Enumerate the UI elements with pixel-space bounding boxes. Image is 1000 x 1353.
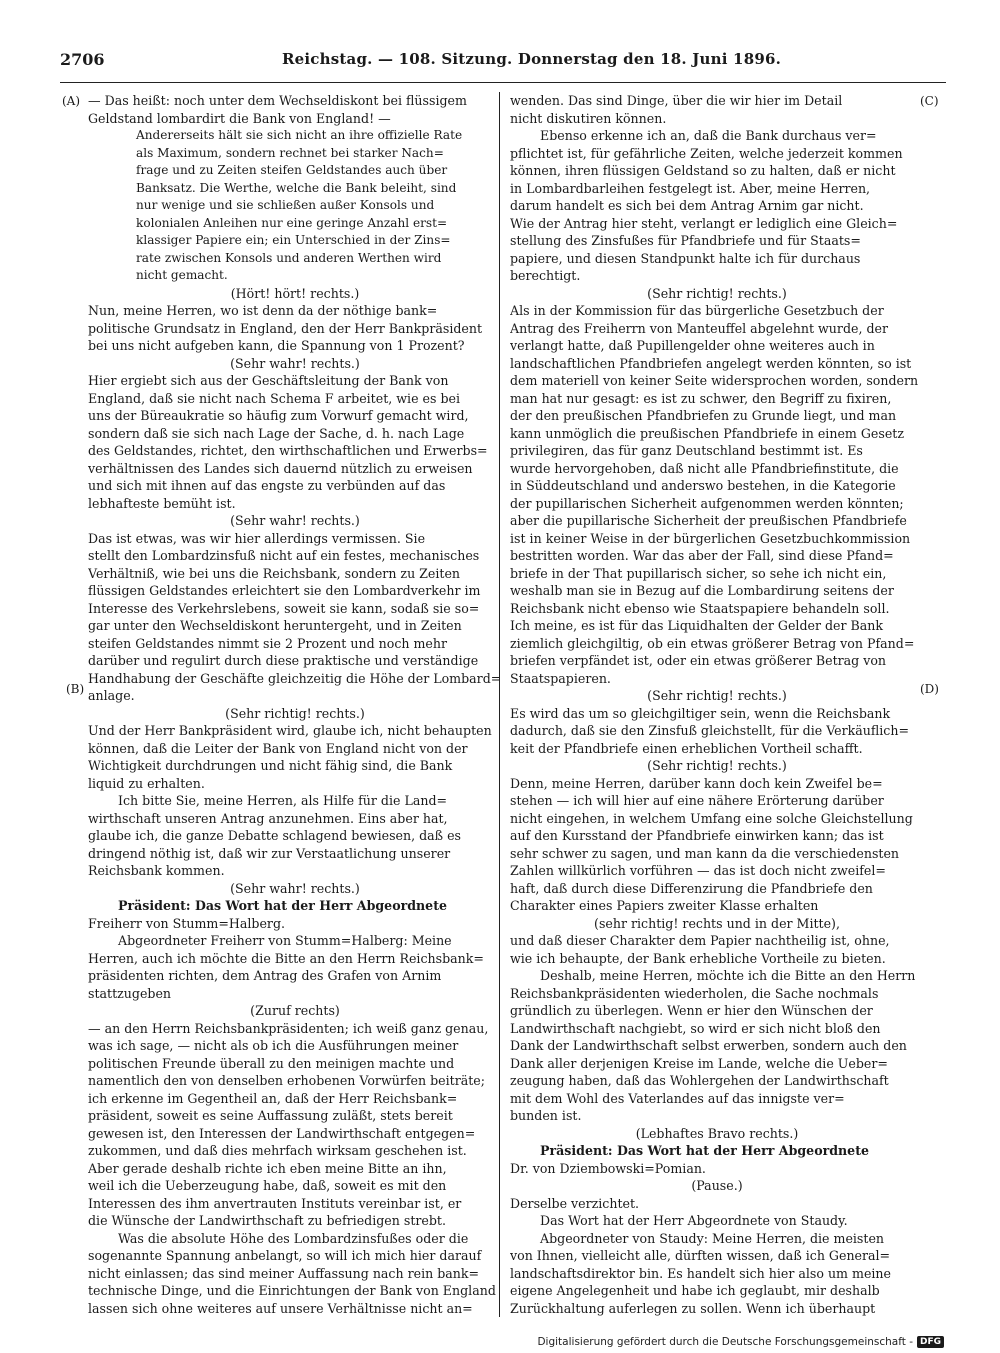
text-line: Antrag des Freiherrn von Manteuffel abgelehnt wurde, der	[510, 320, 888, 336]
text-line: und sich mit ihnen auf das engste zu verbünden auf das	[88, 478, 446, 493]
text-line: anlage.	[88, 688, 135, 703]
text-line: weshalb man sie in Bezug auf die Lombardirung seitens der	[510, 583, 894, 598]
text-line: auf den Kursstand der Pfandbriefe einwirken kann; das ist	[510, 828, 884, 843]
text-line: was ich sage, — nicht als ob ich die Ausführungen meiner	[88, 1038, 459, 1053]
text-line: uns der Büreaukratie so häufig zum Vorwurf gemacht wird,	[88, 408, 469, 423]
text-line: politischen Freunde überall zu den meinigen machte und	[88, 1055, 455, 1071]
text-line: die Wünsche der Landwirthschaft zu befriedigen strebt.	[88, 1213, 446, 1228]
text-line: Freiherr von Stumm=Halberg.	[88, 915, 286, 931]
text-line: mit dem Wohl des Vaterlandes auf das innigste ver=	[510, 1090, 845, 1106]
text-line: (Hört! hört! rechts.)	[230, 285, 360, 301]
text-line: Ich bitte Sie, meine Herren, als Hilfe für die Land=	[118, 793, 448, 808]
text-line: nicht diskutiren können.	[510, 110, 667, 126]
text-line: Banksatz. Die Werthe, welche die Bank beleiht, sind	[136, 180, 457, 195]
text-line: nicht einlassen; das sind meiner Auffassung nach rein bank=	[88, 1265, 480, 1281]
text-line: (Zuruf rechts)	[250, 1003, 340, 1018]
text-line: (Sehr wahr! rechts.)	[230, 513, 360, 528]
text-line: in Süddeutschland und anderswo bestehen, in die Kategorie	[510, 478, 896, 493]
text-line: Verhältniß, wie bei uns die Reichsbank, sondern zu Zeiten	[88, 565, 461, 581]
text-line: Und der Herr Bankpräsident wird, glaube ich, nicht behaupten	[88, 723, 492, 738]
text-line: flüssigen Geldstandes erleichtert sie den Lombardverkehr im	[88, 583, 481, 598]
margin-marker-b: (B)	[66, 682, 85, 696]
text-line: nur wenige und sie schließen außer Konsols und	[136, 198, 435, 212]
text-line: (Sehr richtig! rechts.)	[647, 688, 787, 703]
dfg-logo: DFG	[917, 1336, 944, 1348]
running-head: Reichstag. — 108. Sitzung. Donnerstag den 18. Juni 1896.	[282, 50, 782, 68]
text-line: Reichsbank kommen.	[88, 863, 225, 878]
text-line: Zurückhaltung auferlegen zu sollen. Wenn ich überhaupt	[510, 1300, 876, 1316]
text-line: Interesse des Verkehrslebens, soweit sie kann, sodaß sie so=	[88, 600, 480, 616]
column-divider	[499, 92, 500, 1317]
text-line: stellt den Lombardzinsfuß nicht auf ein festes, mechanisches	[88, 548, 480, 563]
text-line: gründlich zu überlegen. Wenn er hier den Wünschen der	[510, 1003, 873, 1018]
text-line: verhältnissen des Landes sich dauernd nützlich zu erweisen	[88, 460, 473, 476]
text-line: landschaftsdirektor bin. Es handelt sich hier also um meine	[510, 1265, 891, 1281]
page-header	[60, 50, 946, 72]
text-line: man hat nur gesagt: es ist zu schwer, den Begriff zu fixiren,	[510, 390, 892, 406]
text-line: kann unmöglich die preußischen Pfandbriefe in einem Gesetz	[510, 425, 904, 441]
text-line: steifen Geldstandes nimmt sie 2 Prozent und noch mehr	[88, 635, 448, 651]
text-line: können, ihren flüssigen Geldstand so zu halten, daß er nicht	[510, 163, 896, 178]
text-line: Was die absolute Höhe des Lombardzinsfußes oder die	[118, 1230, 469, 1246]
text-line: Aber gerade deshalb richte ich eben meine Bitte an ihn,	[88, 1160, 447, 1176]
text-line: des Geldstandes, richtet, den wirthschaftlichen und Erwerbs=	[88, 443, 488, 458]
text-line: Zahlen willkürlich vorführen — das ist doch nicht zweifel=	[510, 863, 886, 878]
text-line: Dank der Landwirthschaft selbst erwerben, sondern auch den	[510, 1038, 907, 1053]
text-line: Hier ergiebt sich aus der Geschäftsleitung der Bank von	[88, 373, 449, 388]
text-line: frage und zu Zeiten steifen Geldstandes auch über	[136, 163, 448, 177]
text-line: berechtigt.	[510, 268, 581, 283]
text-line: Derselbe verzichtet.	[510, 1195, 640, 1211]
text-line: Das Wort hat der Herr Abgeordnete von Staudy.	[540, 1213, 848, 1228]
text-line: Präsident: Das Wort hat der Herr Abgeordnete	[118, 898, 448, 913]
text-line: (Sehr richtig! rechts.)	[647, 758, 787, 773]
margin-marker-c: (C)	[920, 94, 939, 108]
text-line: Das ist etwas, was wir hier allerdings vermissen. Sie	[88, 530, 426, 546]
text-line: wie ich behaupte, der Bank erhebliche Vortheile zu bieten.	[510, 950, 886, 966]
text-line: briefen verpfändet ist, oder ein etwas größerer Betrag von	[510, 653, 887, 668]
text-line: Wie der Antrag hier steht, verlangt er lediglich eine Gleich=	[510, 215, 898, 231]
text-line: sondern daß sie sich nach Lage der Sache, d. h. nach Lage	[88, 425, 465, 441]
text-line: lassen sich ohne weiteres auf unsere Verhältnisse nicht an=	[88, 1300, 473, 1316]
right-column	[510, 92, 924, 1317]
text-line: wurde hervorgehoben, daß nicht alle Pfandbriefinstitute, die	[510, 460, 899, 476]
text-line: in Lombardbarleihen festgelegt ist. Aber, meine Herren,	[510, 180, 871, 196]
text-line: stellung des Zinsfußes für Pfandbriefe und für Staats=	[510, 233, 861, 248]
text-line: bestritten worden. War das aber der Fall, sind diese Pfand=	[510, 548, 894, 563]
text-line: zukommen, und daß dies mehrfach wirksam geschehen ist.	[88, 1143, 467, 1158]
text-line: — an den Herrn Reichsbankpräsidenten; ich weiß ganz genau,	[88, 1020, 489, 1036]
text-line: können, daß die Leiter der Bank von England nicht von der	[88, 740, 468, 756]
text-line: als Maximum, sondern rechnet bei starker Nach=	[136, 145, 444, 160]
text-line: haft, daß durch diese Differenzirung die Pfandbriefe den	[510, 880, 873, 896]
text-line: liquid zu erhalten.	[88, 775, 205, 791]
text-line: verlangt hatte, daß Pupillengelder ohne weiteres auch in	[510, 338, 875, 353]
text-line: Andererseits hält sie sich nicht an ihre offizielle Rate	[136, 128, 463, 142]
text-line: wenden. Das sind Dinge, über die wir hier im Detail	[510, 93, 843, 108]
text-line: papiere, und diesen Standpunkt halte ich für durchaus	[510, 250, 861, 266]
text-line: Als in der Kommission für das bürgerliche Gesetzbuch der	[510, 303, 884, 318]
text-line: darüber und regulirt durch diese praktische und verständige	[88, 653, 479, 668]
text-line: von Ihnen, vielleicht alle, dürften wissen, daß ich General=	[510, 1248, 891, 1263]
text-line: sehr schwer zu sagen, und man kann da die verschiedensten	[510, 845, 900, 861]
footer-credit: Digitalisierung gefördert durch die Deutsche Forschungsgemeinschaft -	[537, 1336, 913, 1348]
text-line: Wichtigkeit durchdrungen und nicht fähig sind, die Bank	[88, 758, 453, 773]
text-line: Dank aller derjenigen Kreise im Lande, welche die Ueber=	[510, 1055, 888, 1071]
text-line: darum handelt es sich bei dem Antrag Arnim gar nicht.	[510, 198, 864, 213]
text-line: stattzugeben	[88, 985, 172, 1001]
text-line: keit der Pfandbriefe einen erheblichen Vortheil schafft.	[510, 740, 863, 756]
text-line: wirthschaft unseren Antrag anzunehmen. Eins aber hat,	[88, 810, 448, 826]
text-line: landschaftlichen Pfandbriefen angelegt werden könnten, so ist	[510, 355, 912, 371]
text-line: politische Grundsatz in England, den der Herr Bankpräsident	[88, 320, 483, 336]
text-line: ist in keiner Weise in der bürgerlichen Gesetzbuchkommission	[510, 530, 911, 546]
text-line: (Lebhaftes Bravo rechts.)	[635, 1125, 799, 1141]
text-line: und daß dieser Charakter dem Papier nachtheilig ist, ohne,	[510, 933, 890, 948]
text-line: Geldstand lombardirt die Bank von England! —	[88, 110, 391, 126]
text-line: der den preußischen Pfandbriefen zu Grunde liegt, und man	[510, 408, 897, 423]
text-line: Herren, auch ich möchte die Bitte an den Herrn Reichsbank=	[88, 950, 484, 966]
text-line: kolonialen Anleihen nur eine geringe Anzahl erst=	[136, 215, 448, 230]
text-line: (Sehr richtig! rechts.)	[647, 285, 787, 301]
text-line: bei uns nicht aufgeben kann, die Spannung von 1 Prozent?	[88, 338, 465, 353]
header-rule	[60, 82, 946, 83]
text-line: privilegiren, das für ganz Deutschland bestimmt ist. Es	[510, 443, 863, 458]
text-line: (Sehr wahr! rechts.)	[230, 880, 360, 896]
text-line: Denn, meine Herren, darüber kann doch kein Zweifel be=	[510, 775, 883, 791]
text-line: (Sehr wahr! rechts.)	[230, 355, 360, 371]
text-line: — Das heißt: noch unter dem Wechseldiskont bei flüssigem	[88, 93, 467, 108]
text-line: klassiger Papiere ein; ein Unterschied in der Zins=	[136, 233, 451, 247]
text-line: gewesen ist, den Interessen der Landwirthschaft entgegen=	[88, 1125, 476, 1141]
text-line: Landwirthschaft nachgiebt, so wird er sich nicht bloß den	[510, 1020, 881, 1036]
text-line: pflichtet ist, für gefährliche Zeiten, welche jederzeit kommen	[510, 145, 903, 161]
margin-marker-a: (A)	[62, 94, 81, 108]
text-line: Interessen des ihm anvertrauten Instituts vereinbar ist, er	[88, 1195, 462, 1211]
text-line: Präsident: Das Wort hat der Herr Abgeordnete	[540, 1143, 870, 1158]
text-line: ziemlich gleichgiltig, ob ein etwas größerer Betrag von Pfand=	[510, 635, 915, 651]
text-line: dringend nöthig ist, daß wir zur Verstaatlichung unserer	[88, 845, 451, 861]
text-line: präsident, soweit es seine Auffassung zuläßt, stets bereit	[88, 1108, 453, 1123]
text-line: Reichsbankpräsidenten wiederholen, die Sache nochmals	[510, 985, 879, 1001]
text-line: gar unter den Wechseldiskont heruntergeht, und in Zeiten	[88, 618, 462, 633]
text-line: Nun, meine Herren, wo ist denn da der nöthige bank=	[88, 303, 438, 318]
text-line: sogenannte Spannung anbelangt, so will ich mich hier darauf	[88, 1248, 482, 1263]
margin-marker-d: (D)	[920, 682, 939, 696]
text-line: technische Dinge, und die Einrichtungen der Bank von England	[88, 1283, 496, 1298]
text-line: rate zwischen Konsols und anderen Werthen wird	[136, 250, 442, 265]
text-line: England, daß sie nicht nach Schema F arbeitet, wie es bei	[88, 390, 460, 406]
text-line: lebhafteste bemüht ist.	[88, 495, 236, 511]
text-line: Es wird das um so gleichgiltiger sein, wenn die Reichsbank	[510, 705, 891, 721]
text-line: Staatspapieren.	[510, 670, 611, 686]
text-line: nicht gemacht.	[136, 268, 228, 282]
text-line: (sehr richtig! rechts und in der Mitte),	[594, 915, 840, 931]
text-line: eigene Angelegenheit und habe ich geglaubt, mir deshalb	[510, 1283, 880, 1298]
text-line: (Sehr richtig! rechts.)	[225, 705, 365, 721]
text-line: Reichsbank nicht ebenso wie Staatspapiere behandeln soll.	[510, 600, 890, 616]
text-line: der pupillarischen Sicherheit aufgenommen werden könnten;	[510, 495, 904, 511]
text-line: namentlich den von denselben erhobenen Vorwürfen beiträte;	[88, 1073, 485, 1088]
text-line: Charakter eines Papiers zweiter Klasse erhalten	[510, 898, 819, 913]
text-line: aber die pupillarische Sicherheit der preußischen Pfandbriefe	[510, 513, 907, 528]
text-line: dadurch, daß sie den Zinsfuß gleichstellt, für die Verkäuflich=	[510, 723, 910, 738]
page-number: 2706	[60, 50, 105, 69]
text-line: ich erkenne im Gegentheil an, daß der Herr Reichsbank=	[88, 1090, 458, 1106]
text-line: weil ich die Ueberzeugung habe, daß, soweit es mit den	[88, 1178, 447, 1193]
text-line: glaube ich, die ganze Debatte schlagend bewiesen, daß es	[88, 828, 462, 843]
left-column	[88, 92, 502, 1317]
text-line: zeugung haben, daß das Wohlergehen der Landwirthschaft	[510, 1073, 889, 1088]
text-line: bunden ist.	[510, 1108, 582, 1123]
text-line: Dr. von Dziembowski=Pomian.	[510, 1160, 706, 1176]
text-line: Abgeordneter Freiherr von Stumm=Halberg: Meine	[118, 933, 452, 948]
footer	[537, 1334, 944, 1350]
text-line: Abgeordneter von Staudy: Meine Herren, die meisten	[540, 1230, 885, 1246]
text-line: Deshalb, meine Herren, möchte ich die Bitte an den Herrn	[540, 968, 916, 983]
text-line: Ich meine, es ist für das Liquidhalten der Gelder der Bank	[510, 618, 884, 633]
text-line: präsidenten richten, dem Antrag des Grafen von Arnim	[88, 968, 442, 983]
text-line: Ebenso erkenne ich an, daß die Bank durchaus ver=	[540, 128, 877, 143]
text-line: Handhabung der Geschäfte gleichzeitig die Höhe der Lombard=	[88, 670, 502, 686]
text-line: dem materiell von keiner Seite widersprochen worden, sondern	[510, 373, 919, 388]
text-line: briefe in der That pupillarisch sicher, so sehe ich nicht ein,	[510, 565, 887, 581]
text-line: (Pause.)	[691, 1178, 743, 1193]
text-line: stehen — ich will hier auf eine nähere Erörterung darüber	[510, 793, 884, 808]
text-line: nicht eingehen, in welchem Umfang eine solche Gleichstellung	[510, 810, 913, 826]
